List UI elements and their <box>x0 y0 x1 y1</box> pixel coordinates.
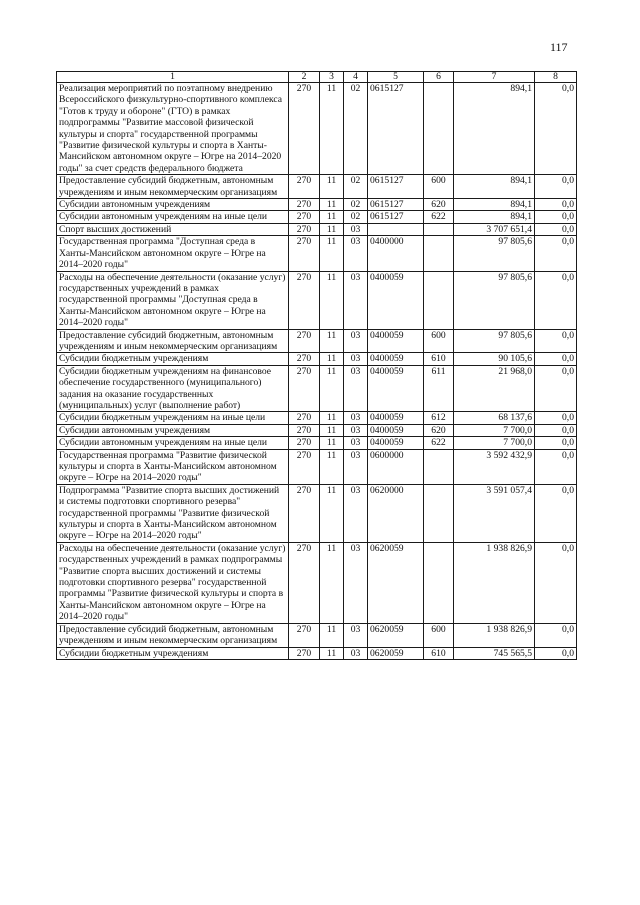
amount-second-value: 0,0 <box>535 449 577 484</box>
ministry-code: 270 <box>289 271 320 329</box>
row-name: Субсидии автономным учреждениям <box>57 199 289 211</box>
expense-type-code <box>424 484 454 542</box>
expense-type-code: 610 <box>424 353 454 365</box>
amount-second-value: 0,0 <box>535 412 577 424</box>
ministry-code: 270 <box>289 412 320 424</box>
table-row <box>57 353 577 365</box>
amount-second-value: 0,0 <box>535 365 577 412</box>
section-code: 11 <box>320 449 344 484</box>
section-code: 11 <box>320 353 344 365</box>
amount-second-value: 0,0 <box>535 353 577 365</box>
expense-type-code: 600 <box>424 623 454 647</box>
column-header: 3 <box>320 72 344 83</box>
amount-second-value: 0,0 <box>535 424 577 436</box>
expense-type-code <box>424 542 454 623</box>
ministry-code: 270 <box>289 449 320 484</box>
table-row <box>57 449 577 484</box>
section-code: 11 <box>320 236 344 271</box>
section-code: 11 <box>320 83 344 175</box>
section-code: 11 <box>320 329 344 353</box>
row-name: Субсидии бюджетным учреждениям на финансовое обеспечение государственного (муниципального) задания на оказание государственных (муниципальных) услуг (выполнение работ) <box>57 365 289 412</box>
column-header: 1 <box>57 72 289 83</box>
target-article-code: 0400059 <box>368 424 424 436</box>
subsection-code: 02 <box>344 175 368 199</box>
amount-value: 1 938 826,9 <box>454 623 535 647</box>
section-code: 11 <box>320 365 344 412</box>
section-code: 11 <box>320 199 344 211</box>
target-article-code: 0600000 <box>368 449 424 484</box>
budget-table <box>56 71 577 660</box>
subsection-code: 03 <box>344 271 368 329</box>
table-row <box>57 542 577 623</box>
amount-second-value: 0,0 <box>535 271 577 329</box>
expense-type-code <box>424 83 454 175</box>
table-body <box>57 83 577 660</box>
target-article-code: 0615127 <box>368 175 424 199</box>
row-name: Реализация мероприятий по поэтапному внедрению Всероссийского физкультурно-спортивного комплекса "Готов к труду и обороне" (ГТО) в рамках подпрограммы "Развитие массовой физической культуры и спорта" государственной программы "Развитие физической культуры и спорта в Ханты-Мансийском автономном округе – Югре на 2014–2020 годы" за счет средств федерального бюджета <box>57 83 289 175</box>
target-article-code: 0400059 <box>368 329 424 353</box>
amount-value: 7 700,0 <box>454 424 535 436</box>
expense-type-code: 622 <box>424 437 454 449</box>
target-article-code <box>368 223 424 235</box>
table-row <box>57 271 577 329</box>
amount-value: 3 592 432,9 <box>454 449 535 484</box>
column-header: 8 <box>535 72 577 83</box>
ministry-code: 270 <box>289 365 320 412</box>
row-name: Субсидии бюджетным учреждениям на иные цели <box>57 412 289 424</box>
amount-value: 97 805,6 <box>454 236 535 271</box>
amount-value: 894,1 <box>454 211 535 223</box>
amount-value: 745 565,5 <box>454 647 535 659</box>
amount-value: 68 137,6 <box>454 412 535 424</box>
subsection-code: 02 <box>344 83 368 175</box>
row-name: Субсидии автономным учреждениям <box>57 424 289 436</box>
section-code: 11 <box>320 223 344 235</box>
amount-value: 894,1 <box>454 175 535 199</box>
subsection-code: 02 <box>344 211 368 223</box>
table-row <box>57 647 577 659</box>
row-name: Расходы на обеспечение деятельности (оказание услуг) государственных учреждений в рамках подпрограммы "Развитие спорта высших достижений и системы подготовки спортивного резерва" государственной программы "Развитие физической культуры и спорта в Ханты-Мансийском автономном округе – Югре на 2014–2020 годы" <box>57 542 289 623</box>
section-code: 11 <box>320 175 344 199</box>
column-header: 2 <box>289 72 320 83</box>
amount-value: 1 938 826,9 <box>454 542 535 623</box>
table-row <box>57 412 577 424</box>
page-number: 117 <box>550 40 568 54</box>
table-row <box>57 424 577 436</box>
row-name: Государственная программа "Развитие физической культуры и спорта в Ханты-Мансийском автономном округе – Югре на 2014–2020 годы" <box>57 449 289 484</box>
subsection-code: 03 <box>344 437 368 449</box>
expense-type-code <box>424 449 454 484</box>
expense-type-code <box>424 236 454 271</box>
target-article-code: 0400000 <box>368 236 424 271</box>
amount-second-value: 0,0 <box>535 175 577 199</box>
target-article-code: 0400059 <box>368 412 424 424</box>
ministry-code: 270 <box>289 175 320 199</box>
table-row <box>57 329 577 353</box>
row-name: Субсидии бюджетным учреждениям <box>57 353 289 365</box>
ministry-code: 270 <box>289 211 320 223</box>
subsection-code: 03 <box>344 412 368 424</box>
amount-second-value: 0,0 <box>535 437 577 449</box>
table-row <box>57 365 577 412</box>
row-name: Субсидии автономным учреждениям на иные цели <box>57 211 289 223</box>
section-code: 11 <box>320 437 344 449</box>
ministry-code: 270 <box>289 542 320 623</box>
amount-second-value: 0,0 <box>535 199 577 211</box>
subsection-code: 03 <box>344 353 368 365</box>
row-name: Спорт высших достижений <box>57 223 289 235</box>
row-name: Субсидии автономным учреждениям на иные цели <box>57 437 289 449</box>
expense-type-code: 610 <box>424 647 454 659</box>
subsection-code: 03 <box>344 236 368 271</box>
row-name: Субсидии бюджетным учреждениям <box>57 647 289 659</box>
amount-value: 894,1 <box>454 199 535 211</box>
subsection-code: 03 <box>344 329 368 353</box>
target-article-code: 0615127 <box>368 211 424 223</box>
subsection-code: 03 <box>344 623 368 647</box>
table-row <box>57 484 577 542</box>
target-article-code: 0620059 <box>368 542 424 623</box>
target-article-code: 0620059 <box>368 623 424 647</box>
section-code: 11 <box>320 424 344 436</box>
column-header: 5 <box>368 72 424 83</box>
section-code: 11 <box>320 211 344 223</box>
table-row <box>57 223 577 235</box>
subsection-code: 03 <box>344 223 368 235</box>
amount-value: 7 700,0 <box>454 437 535 449</box>
amount-second-value: 0,0 <box>535 623 577 647</box>
column-header: 7 <box>454 72 535 83</box>
amount-value: 90 105,6 <box>454 353 535 365</box>
expense-type-code: 612 <box>424 412 454 424</box>
expense-type-code: 611 <box>424 365 454 412</box>
ministry-code: 270 <box>289 484 320 542</box>
ministry-code: 270 <box>289 647 320 659</box>
section-code: 11 <box>320 484 344 542</box>
amount-second-value: 0,0 <box>535 329 577 353</box>
target-article-code: 0620059 <box>368 647 424 659</box>
target-article-code: 0615127 <box>368 83 424 175</box>
amount-second-value: 0,0 <box>535 647 577 659</box>
table-row <box>57 83 577 175</box>
amount-value: 894,1 <box>454 83 535 175</box>
ministry-code: 270 <box>289 83 320 175</box>
target-article-code: 0400059 <box>368 437 424 449</box>
subsection-code: 03 <box>344 647 368 659</box>
target-article-code: 0400059 <box>368 353 424 365</box>
expense-type-code <box>424 223 454 235</box>
table-row <box>57 211 577 223</box>
section-code: 11 <box>320 542 344 623</box>
amount-second-value: 0,0 <box>535 542 577 623</box>
row-name: Государственная программа "Доступная среда в Ханты-Мансийском автономном округе – Югре на 2014–2020 годы" <box>57 236 289 271</box>
ministry-code: 270 <box>289 424 320 436</box>
row-name: Предоставление субсидий бюджетным, автономным учреждениям и иным некоммерческим организациям <box>57 329 289 353</box>
ministry-code: 270 <box>289 353 320 365</box>
target-article-code: 0620000 <box>368 484 424 542</box>
subsection-code: 03 <box>344 484 368 542</box>
subsection-code: 03 <box>344 542 368 623</box>
row-name: Предоставление субсидий бюджетным, автономным учреждениям и иным некоммерческим организациям <box>57 623 289 647</box>
table-header-row <box>57 72 577 83</box>
column-header: 4 <box>344 72 368 83</box>
ministry-code: 270 <box>289 623 320 647</box>
table-row <box>57 437 577 449</box>
target-article-code: 0400059 <box>368 271 424 329</box>
column-header: 6 <box>424 72 454 83</box>
table-row <box>57 199 577 211</box>
ministry-code: 270 <box>289 236 320 271</box>
ministry-code: 270 <box>289 199 320 211</box>
ministry-code: 270 <box>289 223 320 235</box>
table-row <box>57 175 577 199</box>
amount-value: 3 707 651,4 <box>454 223 535 235</box>
amount-value: 97 805,6 <box>454 271 535 329</box>
expense-type-code: 600 <box>424 175 454 199</box>
ministry-code: 270 <box>289 329 320 353</box>
subsection-code: 03 <box>344 424 368 436</box>
amount-second-value: 0,0 <box>535 236 577 271</box>
subsection-code: 03 <box>344 449 368 484</box>
section-code: 11 <box>320 271 344 329</box>
expense-type-code: 622 <box>424 211 454 223</box>
expense-type-code: 620 <box>424 424 454 436</box>
table-row <box>57 623 577 647</box>
row-name: Расходы на обеспечение деятельности (оказание услуг) государственных учреждений в рамках государственной программы "Доступная среда в Ханты-Мансийском автономном округе – Югре на 2014–2020 годы" <box>57 271 289 329</box>
section-code: 11 <box>320 647 344 659</box>
amount-second-value: 0,0 <box>535 223 577 235</box>
table-row <box>57 236 577 271</box>
section-code: 11 <box>320 412 344 424</box>
amount-value: 97 805,6 <box>454 329 535 353</box>
expense-type-code: 600 <box>424 329 454 353</box>
row-name: Подпрограмма "Развитие спорта высших достижений и системы подготовки спортивного резерва" государственной программы "Развитие физической культуры и спорта в Ханты-Мансийском автономном округе – Югре на 2014–2020 годы" <box>57 484 289 542</box>
target-article-code: 0615127 <box>368 199 424 211</box>
amount-value: 3 591 057,4 <box>454 484 535 542</box>
amount-value: 21 968,0 <box>454 365 535 412</box>
amount-second-value: 0,0 <box>535 484 577 542</box>
amount-second-value: 0,0 <box>535 83 577 175</box>
subsection-code: 03 <box>344 365 368 412</box>
amount-second-value: 0,0 <box>535 211 577 223</box>
subsection-code: 02 <box>344 199 368 211</box>
expense-type-code: 620 <box>424 199 454 211</box>
section-code: 11 <box>320 623 344 647</box>
ministry-code: 270 <box>289 437 320 449</box>
row-name: Предоставление субсидий бюджетным, автономным учреждениям и иным некоммерческим организациям <box>57 175 289 199</box>
target-article-code: 0400059 <box>368 365 424 412</box>
expense-type-code <box>424 271 454 329</box>
